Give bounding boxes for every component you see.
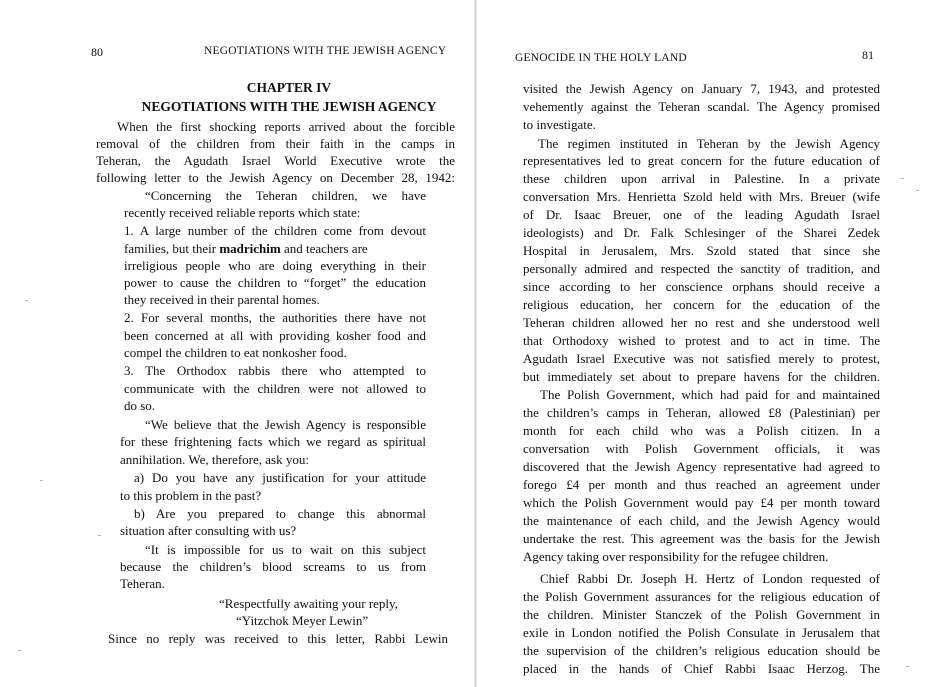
text-line: visited the Jewish Agency on January 7, 1943, and protested [523, 81, 880, 96]
text-line: forego £4 per month and thus reached an agreement under [523, 477, 880, 492]
text-line: The Polish Government, which had paid for and maintained [540, 387, 880, 402]
text-line: Agudath Israel Executive was not satisfied merely to protest, [523, 351, 880, 366]
scan-speck [25, 300, 28, 301]
text-line: removal of the children from their faith in the camps in [96, 136, 455, 151]
text-line: Teheran, the Agudath Israel World Executive wrote the [96, 153, 455, 168]
text-line: “It is impossible for us to wait on this subject [145, 542, 426, 557]
text-line: power to cause the children to “forget” the education [124, 275, 426, 290]
text-line: that Orthodoxy wished to protest and to act in time. The [523, 333, 880, 348]
text-line: recently received reliable reports which state: [124, 205, 361, 220]
text-line: to this problem in the past? [120, 488, 262, 503]
text-line: The regimen instituted in Teheran by the Jewish Agency [538, 136, 880, 151]
right-page [476, 0, 951, 687]
signature-name: “Yitzchok Meyer Lewin” [236, 613, 369, 628]
text-line: undertake the rest. This agreement was the basis for the Jewish [523, 531, 880, 546]
text-line: 3. The Orthodox rabbis there who attempted to [124, 363, 426, 378]
text-line: to investigate. [523, 117, 596, 132]
text-line: since according to her conscience orphans should receive a [523, 279, 880, 294]
scan-speck [901, 178, 904, 179]
text-line: Teheran children allowed her no rest and she understood well [523, 315, 880, 330]
text-line: Chief Rabbi Dr. Joseph H. Hertz of London requested of [540, 571, 880, 586]
text-line: When the first shocking reports arrived about the forcible [117, 119, 455, 134]
text-line: the Polish Government assurances for the religious education of [523, 589, 880, 604]
text-line: the children. Minister Stanczek of the Polish Government in [523, 607, 880, 622]
text-line: following letter to the Jewish Agency on December 28, 1942: [96, 170, 455, 185]
text-line: discovered that the Jewish Agency representative had agreed to [523, 459, 880, 474]
text-line: conversation Mrs. Henrietta Szold held with Mrs. Breuer (wife [523, 189, 880, 204]
signature-closing: “Respectfully awaiting your reply, [219, 596, 398, 611]
running-head: GENOCIDE IN THE HOLY LAND [515, 52, 687, 64]
text-line: representatives led to great concern for the future education of [523, 153, 880, 168]
scan-speck [906, 666, 909, 667]
text-line: communicate with the children were not allowed to [124, 381, 426, 396]
text-line: vehemently against the Teheran scandal. The Agency promised [523, 99, 880, 114]
text-line: placed in the hands of Chief Rabbi Isaac Herzog. The [523, 661, 880, 676]
text-line: ideologists) and Dr. Falk Schlesinger of the Sharei Zedek [523, 225, 880, 240]
running-head: NEGOTIATIONS WITH THE JEWISH AGENCY [204, 45, 447, 57]
text-line: but immediately set about to prepare havens for the children. [523, 369, 880, 384]
text-line: “Concerning the Teheran children, we have [145, 188, 426, 203]
scan-speck [916, 190, 919, 191]
text-line: which the Polish Government would pay £4 per month toward [523, 495, 880, 510]
text-line: do so. [124, 398, 156, 413]
text-line: of Dr. Isaac Breuer, one of the leading Agudath Israel [523, 207, 880, 222]
scan-speck [18, 650, 21, 651]
text-span: and teachers are [283, 241, 368, 256]
text-line: the children’s camps in Teheran, allowed £8 (Palestinian) per [523, 405, 880, 420]
page-number: 80 [91, 45, 103, 59]
text-line: Agency taking over responsibility for the refugee children. [523, 549, 829, 564]
text-line: the maintenance of each child, and the Jewish Agency would [523, 513, 880, 528]
text-line: Hospital in Jerusalem, Mrs. Szold stated that since she [523, 243, 880, 258]
text-line: the supervision of the children’s religious education should be [523, 643, 880, 658]
scan-speck [40, 480, 43, 481]
text-line: these children upon arrival in Palestine. In a private [523, 171, 880, 186]
text-line: “We believe that the Jewish Agency is responsible [145, 417, 426, 432]
text-line: they received in their parental homes. [124, 292, 320, 307]
text-line: compel the children to eat nonkosher food. [124, 345, 347, 360]
text-line: irreligious people who are doing everything in their [124, 258, 426, 273]
text-line: Teheran. [120, 576, 165, 591]
text-line: been concerned at all with providing kosher food and [124, 328, 426, 343]
text-line: for these frightening facts which we regard as spiritual [120, 434, 426, 449]
chapter-label: CHAPTER IV [246, 80, 332, 95]
text-line-composite [124, 240, 426, 257]
text-line: situation after consulting with us? [120, 523, 297, 538]
chapter-title: NEGOTIATIONS WITH THE JEWISH AGENCY [141, 99, 437, 114]
emphasized-term: madrichim [219, 241, 281, 256]
text-line: 2. For several months, the authorities there have not [124, 310, 426, 325]
text-line: religious education, her concern for the education of the [523, 297, 880, 312]
text-line: month for each child who was a Polish citizen. In a [523, 423, 880, 438]
text-line: annihilation. We, therefore, ask you: [120, 452, 309, 467]
text-line: Since no reply was received to this letter, Rabbi Lewin [108, 631, 448, 646]
page-number: 81 [862, 48, 874, 62]
text-line: 1. A large number of the children come from devout [124, 223, 426, 238]
scan-speck [98, 535, 101, 536]
text-line: b) Are you prepared to change this abnormal [134, 506, 426, 521]
text-span: families, but their [124, 241, 217, 256]
text-line: because the children’s blood screams to us from [120, 559, 426, 574]
text-line: exile in London notified the Polish Consulate in Jerusalem that [523, 625, 880, 640]
text-line: conversation with Polish Government officials, it was [523, 441, 880, 456]
text-line: a) Do you have any justification for your attitude [134, 470, 426, 485]
text-line: personally admired and respected the sanctity of tradition, and [523, 261, 880, 276]
